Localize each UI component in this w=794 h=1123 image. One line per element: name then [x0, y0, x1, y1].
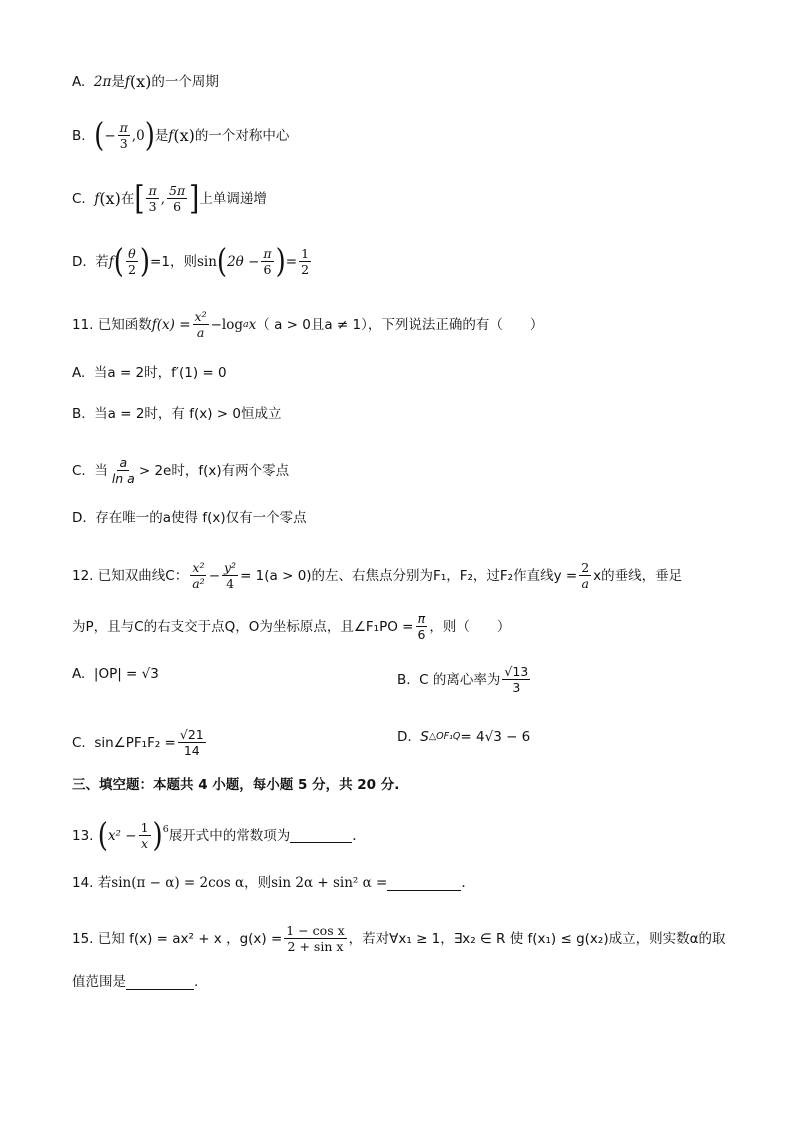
text: 当	[94, 462, 108, 479]
text: .	[194, 974, 199, 990]
option-label: D.	[397, 729, 412, 745]
q15-line2	[72, 972, 198, 992]
math-arg: (x)	[173, 125, 195, 145]
q11-option-d	[72, 508, 307, 528]
option-label: D.	[72, 253, 87, 270]
text: 已知 f(x) = ax² + x ，g(x) =	[97, 930, 283, 947]
math-f: f	[94, 190, 100, 207]
option-text: 当a = 2时，有 f(x) > 0恒成立	[94, 406, 282, 422]
text: > 2e时，f(x)有两个零点	[138, 462, 290, 479]
math-text: S	[420, 729, 429, 745]
text: 的一个周期	[151, 74, 219, 90]
option-label: A.	[72, 365, 86, 381]
text: ，若对∀x₁ ≥ 1，∃x₂ ∈ R 使 f(x₁) ≤ g(x₂)成立，则实数α的取	[348, 930, 726, 947]
q12-option-b	[397, 664, 532, 695]
math-text: −log	[210, 316, 243, 333]
option-label: C.	[72, 462, 86, 479]
text: 的一个对称中心	[194, 127, 290, 144]
q10-option-d: D. 若 f ( $\frac{\theta}{2}$ ) =1，则 sin ( 2θ − $\frac{\pi}{6}$ ) = $\frac{1}{2}$	[72, 242, 310, 281]
math-text: x² −	[107, 827, 137, 844]
question-number: 12.	[72, 567, 94, 584]
math-text: x	[248, 316, 257, 333]
fraction: $\frac{√21}{14}$	[179, 727, 204, 758]
q10-option-b: B. ( − $\frac{\pi}{3}$ ,0 ) 是 f (x) 的一个对称中心	[72, 116, 290, 155]
q12-stem-line1	[72, 560, 682, 591]
text: C 的离心率为	[419, 671, 501, 688]
option-label: B.	[397, 671, 411, 688]
text: 是	[154, 127, 169, 144]
text: 已知函数	[97, 316, 152, 333]
fraction: $\frac{2}{a}$	[581, 560, 590, 591]
answer-blank	[387, 876, 461, 891]
text: .	[461, 875, 466, 891]
fraction: $\frac{\pi}{6}$	[263, 246, 272, 277]
answer-blank	[126, 975, 194, 990]
math-text: =	[285, 253, 298, 270]
fraction: $\frac{\pi}{3}$	[148, 183, 157, 214]
fraction: $\frac{\pi}{6}$	[417, 611, 426, 642]
math-f: f	[168, 127, 174, 144]
text: sin∠PF₁F₂ =	[94, 734, 176, 751]
text: .	[352, 827, 357, 844]
math-text: ,0	[131, 127, 145, 144]
q10-option-a	[72, 72, 219, 92]
question-text: 若sin(π − α) = 2cos α，则sin 2α + sin² α =	[97, 875, 388, 891]
math-text: f(x) =	[151, 316, 191, 333]
fraction: $\frac{√13}{3}$	[504, 664, 529, 695]
text: = 4√3 − 6	[460, 729, 531, 745]
fraction: $\frac{\pi}{3}$	[119, 120, 128, 151]
option-label: A.	[72, 666, 86, 682]
fraction: $\frac{\text{1 − cos x}}{\text{2 + sin x}}$	[286, 923, 345, 954]
option-text: |OP| = √3	[93, 666, 159, 682]
option-label: A.	[72, 74, 86, 90]
text: 为P，且与C的右支交于点Q，O为坐标原点，且∠F₁PO =	[72, 618, 414, 635]
text: = 1(a > 0)的左、右焦点分别为F₁，F₂，过F₂作直线y =	[240, 567, 578, 584]
text: 值范围是	[72, 974, 126, 990]
fraction: $\frac{1}{2}$	[301, 246, 310, 277]
q13: 13. ( x² − $\frac{1}{x}$ ) 6 展开式中的常数项为 .	[72, 816, 357, 855]
text: 上单调递增	[199, 190, 267, 207]
math-text: −	[208, 567, 220, 584]
math-f: f	[124, 74, 130, 90]
text: 展开式中的常数项为	[168, 827, 291, 844]
q11-option-a	[72, 363, 227, 383]
fraction: $\frac{\theta}{2}$	[127, 246, 136, 277]
math-f: f	[108, 253, 114, 270]
option-label: B.	[72, 127, 86, 144]
q12-option-c	[72, 727, 208, 758]
option-label: C.	[72, 190, 86, 207]
text: x的垂线，垂足	[593, 567, 683, 584]
exponent: 6	[162, 824, 169, 835]
question-number: 11.	[72, 316, 94, 333]
math-arg: (x)	[129, 72, 152, 91]
text: ，则（ ）	[429, 618, 511, 635]
text: 若	[95, 253, 109, 270]
q10-option-c: C. f (x) 在 [ $\frac{\pi}{3}$ , $\frac{5\pi}{6}$ ] 上单调递增	[72, 179, 267, 218]
text: （ a > 0且a ≠ 1），下列说法正确的有（ ）	[256, 316, 544, 333]
option-label: D.	[72, 510, 87, 526]
option-label: C.	[72, 734, 86, 751]
question-number: 15.	[72, 930, 94, 947]
text: 已知双曲线C：	[97, 567, 189, 584]
fraction: $\frac{\text{x²}}{\text{a²}}$	[192, 560, 205, 591]
fraction: $\frac{a}{\text{ln a}}$	[111, 455, 135, 486]
question-number: 13.	[72, 827, 94, 844]
q11-option-b	[72, 404, 281, 424]
q11-stem: 11. 已知函数 f(x) = $\frac{\text{x²}}{a}$ −log a x （ a > 0且a ≠ 1），下列说法正确的有（ ）	[72, 309, 544, 340]
math-text: 2π	[93, 74, 112, 90]
math-text: −	[104, 127, 116, 144]
fraction: $\frac{5\pi}{6}$	[169, 183, 186, 214]
q15-line1	[72, 923, 725, 954]
text: 是	[111, 74, 125, 90]
q12-stem-line2	[72, 611, 510, 642]
text: =1，则	[150, 253, 197, 270]
option-label: B.	[72, 406, 86, 422]
answer-blank	[290, 828, 352, 843]
q12-option-a	[72, 664, 159, 684]
fraction: $\frac{\text{x²}}{a}$	[194, 309, 207, 340]
text: 在	[120, 190, 135, 207]
fraction: $\frac{1}{x}$	[140, 820, 149, 851]
question-number: 14.	[72, 875, 94, 891]
q14	[72, 873, 466, 893]
math-arg: (x)	[99, 188, 121, 208]
fraction: $\frac{\text{y²}}{4}$	[224, 560, 237, 591]
section-heading: 三、填空题：本题共 4 小题，每小题 5 分，共 20 分.	[72, 777, 400, 793]
math-text: 2θ −	[227, 253, 260, 270]
math-sin: sin	[196, 253, 217, 270]
option-text: 当a = 2时，f′(1) = 0	[93, 365, 227, 381]
option-text: 存在唯一的a使得 f(x)仅有一个零点	[95, 510, 307, 526]
q11-option-c	[72, 455, 289, 486]
q12-option-d: D. S △OF₁Q = 4√3 − 6	[397, 729, 531, 745]
